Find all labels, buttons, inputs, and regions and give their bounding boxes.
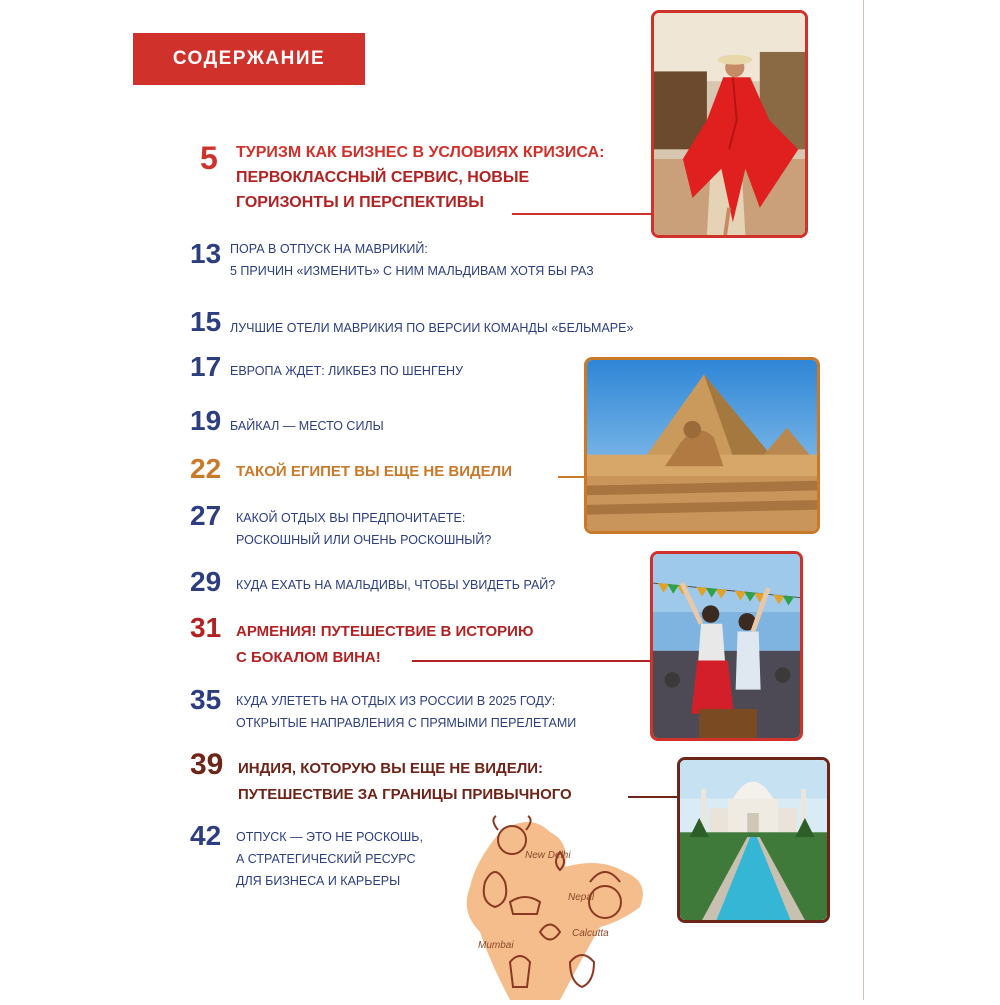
- page-edge-line: [863, 0, 864, 1000]
- toc-title-line: ПОРА В ОТПУСК НА МАВРИКИЙ:: [230, 242, 428, 256]
- toc-page-number: 17: [190, 351, 222, 382]
- toc-title-line: ИНДИЯ, КОТОРУЮ ВЫ ЕЩЕ НЕ ВИДЕЛИ:: [238, 760, 544, 777]
- pyramid-sphinx-photo: [584, 357, 820, 534]
- toc-page-number: 29: [190, 566, 222, 597]
- toc-title-line: А СТРАТЕГИЧЕСКИЙ РЕСУРС: [236, 852, 416, 866]
- leader-line-31: [412, 660, 655, 662]
- india-map-illustration: [450, 812, 680, 1000]
- toc-title-line: АРМЕНИЯ! ПУТЕШЕСТВИЕ В ИСТОРИЮ: [236, 623, 534, 640]
- toc-title-line: КАКОЙ ОТДЫХ ВЫ ПРЕДПОЧИТАЕТЕ:: [236, 511, 466, 525]
- toc-title-line: ДЛЯ БИЗНЕСА И КАРЬЕРЫ: [236, 874, 401, 888]
- toc-title-line: ОТПУСК — ЭТО НЕ РОСКОШЬ,: [236, 830, 423, 844]
- toc-page-number: 15: [190, 306, 222, 337]
- toc-title-line: ЛУЧШИЕ ОТЕЛИ МАВРИКИЯ ПО ВЕРСИИ КОМАНДЫ «БЕЛЬМАРЕ»: [230, 321, 634, 335]
- map-label-new-delhi: New Delhi: [525, 850, 571, 861]
- toc-title-line: ПУТЕШЕСТВИЕ ЗА ГРАНИЦЫ ПРИВЫЧНОГО: [238, 786, 572, 803]
- toc-title-line: С БОКАЛОМ ВИНА!: [236, 649, 381, 666]
- toc-title-line: БАЙКАЛ — МЕСТО СИЛЫ: [230, 419, 384, 433]
- toc-title-line: ПЕРВОКЛАССНЫЙ СЕРВИС, НОВЫЕ: [236, 169, 530, 186]
- contents-header: [133, 33, 365, 85]
- toc-page-number: 42: [190, 820, 222, 851]
- toc-title-line: КУДА УЛЕТЕТЬ НА ОТДЫХ ИЗ РОССИИ В 2025 ГОДУ:: [236, 694, 556, 708]
- map-label-nepal: Nepal: [568, 892, 595, 903]
- map-label-calcutta: Calcutta: [572, 928, 609, 939]
- toc-title-line: ТУРИЗМ КАК БИЗНЕС В УСЛОВИЯХ КРИЗИСА:: [236, 144, 605, 161]
- toc-title-line: 5 ПРИЧИН «ИЗМЕНИТЬ» С НИМ МАЛЬДИВАМ ХОТЯ БЫ РАЗ: [230, 264, 594, 278]
- woman-red-dress-photo: [651, 10, 808, 238]
- toc-page-number: 31: [190, 612, 222, 643]
- leader-line-39: [628, 796, 680, 798]
- toc-title-line: РОСКОШНЫЙ ИЛИ ОЧЕНЬ РОСКОШНЫЙ?: [236, 533, 492, 547]
- leader-line-5: [512, 213, 655, 215]
- toc-title-line: ЕВРОПА ЖДЕТ: ЛИКБЕЗ ПО ШЕНГЕНУ: [230, 364, 464, 378]
- toc-page-number: 5: [200, 140, 218, 176]
- toc-page-number: 13: [190, 238, 222, 269]
- toc-page-number: 27: [190, 500, 222, 531]
- toc-page-number: 22: [190, 453, 222, 484]
- toc-title-line: КУДА ЕХАТЬ НА МАЛЬДИВЫ, ЧТОБЫ УВИДЕТЬ РАЙ?: [236, 578, 556, 592]
- toc-page-number: 35: [190, 684, 222, 715]
- toc-page-number: 19: [190, 405, 222, 436]
- toc-title-line: ОТКРЫТЫЕ НАПРАВЛЕНИЯ С ПРЯМЫМИ ПЕРЕЛЕТАМИ: [236, 716, 577, 730]
- contents-title: СОДЕРЖАНИЕ: [172, 48, 326, 69]
- taj-mahal-photo: [677, 757, 830, 923]
- toc-title-line: ТАКОЙ ЕГИПЕТ ВЫ ЕЩЕ НЕ ВИДЕЛИ: [236, 463, 512, 480]
- map-label-mumbai: Mumbai: [478, 940, 514, 951]
- toc-title-line: ГОРИЗОНТЫ И ПЕРСПЕКТИВЫ: [236, 194, 484, 211]
- toc-page-number: 39: [190, 748, 224, 781]
- wine-festival-photo: [650, 551, 803, 741]
